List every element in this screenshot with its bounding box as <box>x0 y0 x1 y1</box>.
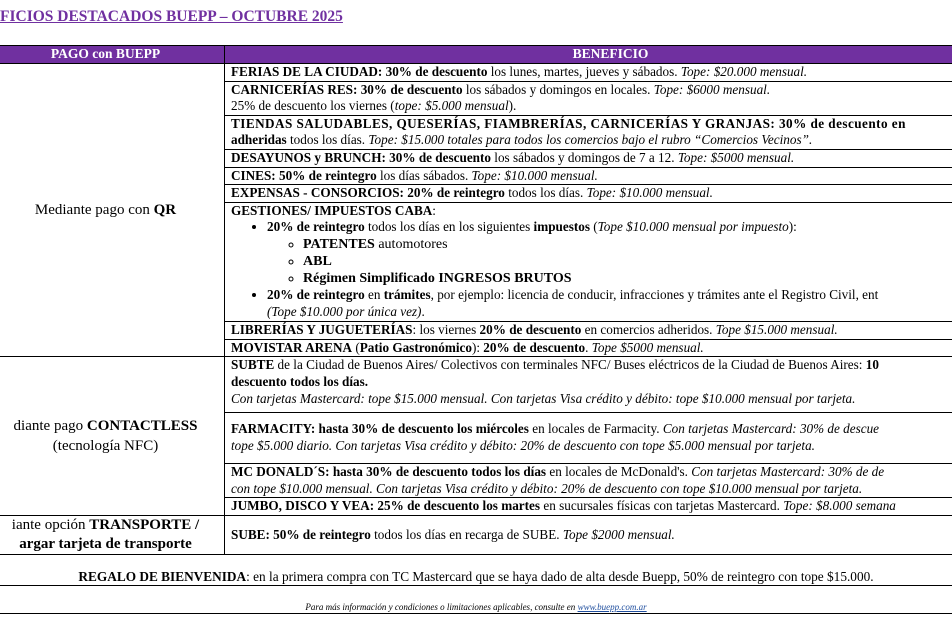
welcome-gift: REGALO DE BIENVENIDA: en la primera compra con TC Mastercard que se haya dado de alta desde Buepp, 50% de reintegro con tope $15.000. <box>78 569 874 584</box>
gestiones-list <box>231 219 952 320</box>
benefit-ferias: FERIAS DE LA CIUDAD: 30% de descuento los lunes, martes, jueves y sábados. Tope: $20.000 mensual. <box>225 64 952 82</box>
footer-note: Para más información y condiciones o limitaciones aplicables, consulte en www.buepp.com.ar <box>305 602 647 612</box>
benefit-sube: SUBE: 50% de reintegro todos los días en recarga de SUBE. Tope $2000 mensual. <box>225 516 952 555</box>
benefits-table <box>0 45 952 555</box>
benefit-cines: CINES: 50% de reintegro los días sábados. Tope: $10.000 mensual. <box>225 167 952 185</box>
page-title: FICIOS DESTACADOS BUEPP – OCTUBRE 2025 <box>0 8 343 25</box>
contactless-payment-cell: diante pago CONTACTLESS (tecnología NFC) <box>0 357 225 516</box>
qr-payment-cell: Mediante pago con QR <box>0 64 225 357</box>
benefit-carnicerias: CARNICERÍAS RES: 30% de descuento los sábados y domingos en locales. Tope: $6000 mensual. 25% de descuento los viernes (tope: $5.000 mensual). <box>225 81 952 115</box>
benefit-farmacity: FARMACITY: hasta 30% de descuento los miércoles en locales de Farmacity. Con tarjetas Mastercard: 30% de descue tope $5.000 diario. Con tarjetas Visa crédito y débito: 20% de descuento con tope $5.000 mensual por tarjeta. <box>225 413 952 464</box>
benefit-tiendas: TIENDAS SALUDABLES, QUESERÍAS, FIAMBRERÍAS, CARNICERÍAS Y GRANJAS: 30% de descuento en adheridas todos los días. Tope: $15.000 totales para todos los comercios bajo el rubro “Comercios Vecinos”. <box>225 115 952 149</box>
transporte-payment-cell: iante opción TRANSPORTE / argar tarjeta de transporte <box>0 516 225 555</box>
header-beneficio: BENEFICIO <box>225 46 952 64</box>
table-row <box>0 64 952 82</box>
table-header-row <box>0 46 952 64</box>
header-pago: PAGO con BUEPP <box>0 46 225 64</box>
list-item: ◦ ABL <box>303 253 952 270</box>
website-link[interactable]: www.buepp.com.ar <box>577 602 647 612</box>
list-item: • 20% de reintegro todos los días en los siguientes impuestos (Tope $10.000 mensual por impuesto): ◦ PATENTES automotores ◦ ABL ◦ Régimen Simplificado INGRESOS BRUTOS <box>267 219 952 287</box>
benefit-gestiones: GESTIONES/ IMPUESTOS CABA: • 20% de reintegro todos los días en los siguientes impuestos (Tope $10.000 mensual por impuesto): ◦ PATENTES automotores ◦ ABL ◦ Régimen Simplificado INGRESOS BRUTOS • 20% de reintegro en trámites, por ejemplo: licencia de conducir, infracciones y trámites ante el Registro Civil, ent (Tope $10.000 por única vez). <box>225 202 952 321</box>
list-item: ◦ Régimen Simplificado INGRESOS BRUTOS <box>303 270 952 287</box>
benefit-subte: SUBTE de la Ciudad de Buenos Aires/ Colectivos con terminales NFC/ Buses eléctricos de la Ciudad de Buenos Aires: 10 descuento todos los días. Con tarjetas Mastercard: tope $15.000 mensual. Con tarjetas Visa crédito y débito: tope $10.000 mensual por tarjeta. <box>225 357 952 413</box>
list-item: • 20% de reintegro en trámites, por ejemplo: licencia de conducir, infracciones y trámites ante el Registro Civil, ent (Tope $10.000 por única vez). <box>267 287 952 320</box>
benefit-librerias: LIBRERÍAS Y JUGUETERÍAS: los viernes 20% de descuento en comercios adheridos. Tope $15.000 mensual. <box>225 322 952 340</box>
divider <box>0 613 952 614</box>
list-item: ◦ PATENTES automotores <box>303 236 952 253</box>
benefit-jumbo: JUMBO, DISCO Y VEA: 25% de descuento los martes en sucursales físicas con tarjetas Mastercard. Tope: $8.000 semana <box>225 498 952 516</box>
benefit-desayunos: DESAYUNOS y BRUNCH: 30% de descuento los sábados y domingos de 7 a 12. Tope: $5000 mensual. <box>225 149 952 167</box>
benefit-mcdonalds: MC DONALD´S: hasta 30% de descuento todos los días en locales de McDonald's. Con tarjetas Mastercard: 30% de de con tope $10.000 mensual. Con tarjetas Visa crédito y débito: 20% de descuento con tope $10.000 mensual por tarjeta. <box>225 464 952 498</box>
benefit-expensas: EXPENSAS - CONSORCIOS: 20% de reintegro todos los días. Tope: $10.000 mensual. <box>225 185 952 203</box>
benefit-movistar: MOVISTAR ARENA (Patio Gastronómico): 20% de descuento. Tope $5000 mensual. <box>225 339 952 357</box>
qr-label: QR <box>153 202 177 219</box>
table-row <box>0 516 952 555</box>
table-row <box>0 357 952 413</box>
divider <box>0 585 952 586</box>
